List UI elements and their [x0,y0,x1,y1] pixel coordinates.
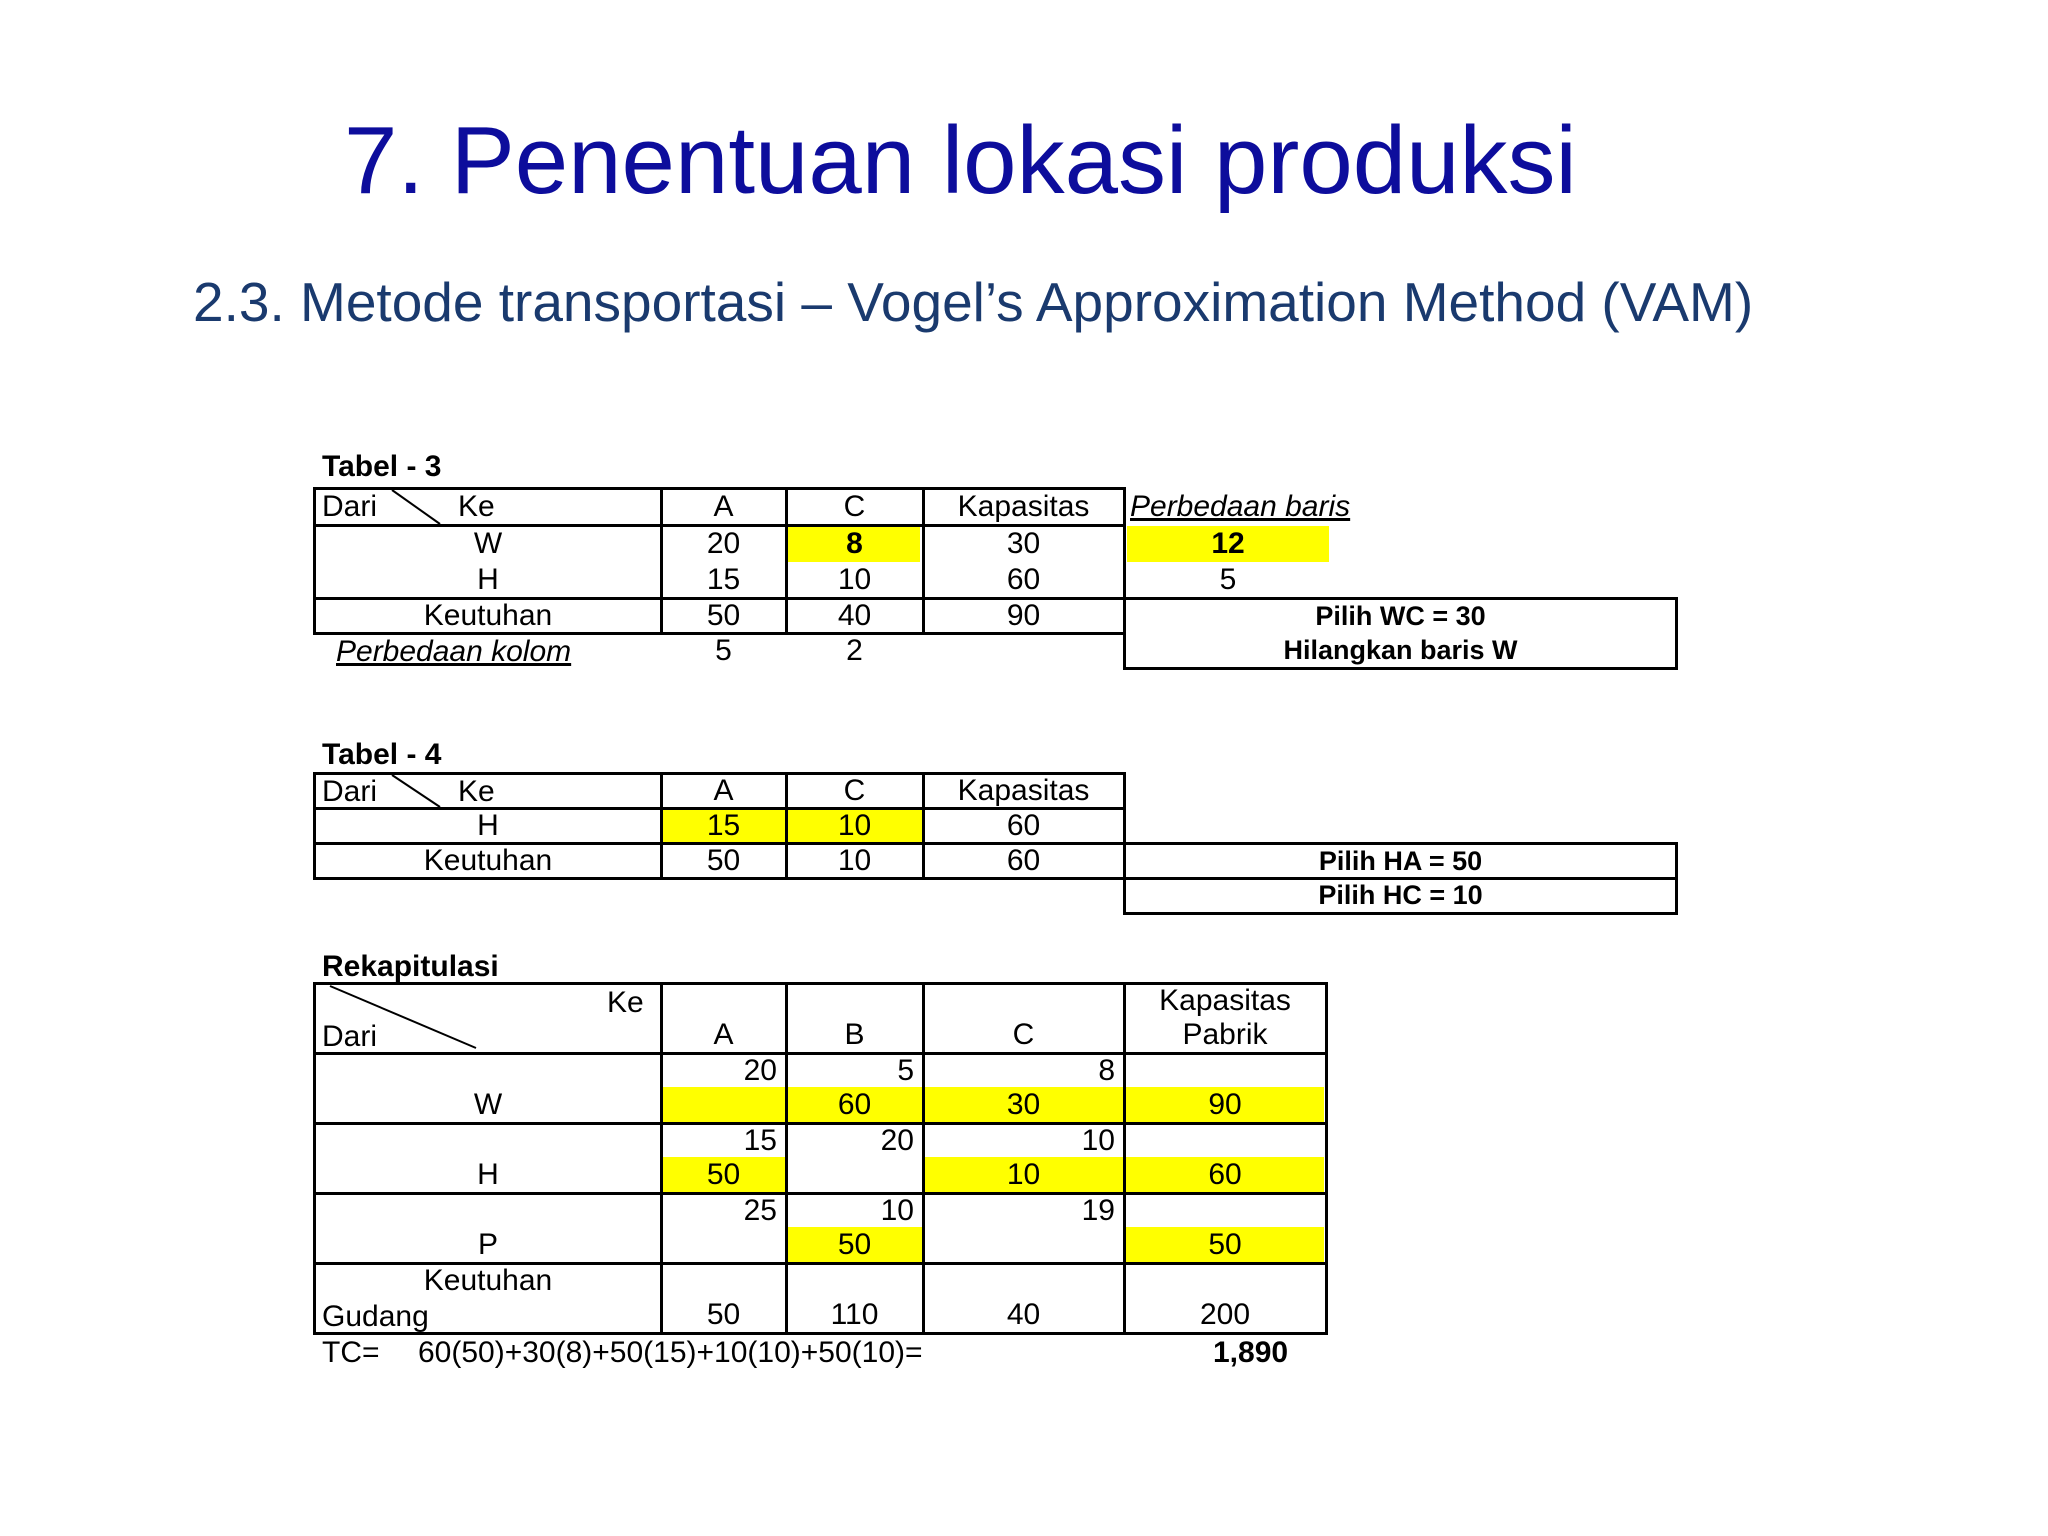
recap-row-p-alloc-a [662,1227,785,1262]
recap-row-w-label: W [473,1087,503,1121]
table3-header-col-c: C [843,489,866,523]
table3-demand-total: 90 [1006,598,1041,632]
table3-row-h-label: H [477,562,499,596]
table4-row-h-label: H [477,808,499,842]
table3-header-ke: Ke [458,490,495,523]
recap-row-h-cost-a: 15 [743,1123,777,1157]
recap-row-h-label: H [477,1157,499,1191]
table3-row-w-diff: 12 [1211,527,1245,560]
recap-row-w-cost-a: 20 [743,1053,777,1087]
recap-demand-total: 200 [1199,1298,1251,1331]
recap-demand-a: 50 [706,1298,741,1331]
recap-row-p-label: P [477,1227,498,1261]
table3-line [1123,667,1678,670]
table4-row-h-a: 15 [706,808,741,842]
table4-row-h-c: 10 [837,808,872,842]
table4-header-col-kapasitas: Kapasitas [957,773,1090,807]
table4-header-col-c: C [843,773,866,807]
table3-header-col-kapasitas: Kapasitas [957,489,1090,523]
table3-row-w-a: 20 [706,527,741,560]
table4-line [1123,912,1678,915]
recap-row-w-alloc-a [662,1087,785,1122]
table4-demand-total: 60 [1006,843,1041,877]
recap-row-p-capacity: 50 [1208,1227,1242,1261]
recap-row-p-cost-b: 10 [880,1193,914,1227]
recap-header-col-b: B [844,1018,865,1051]
table4-demand-a: 50 [706,843,741,877]
recap-header-capacity-line2: Pabrik [1182,1018,1268,1051]
table3-col-diff-c: 2 [846,634,863,667]
recap-demand-c: 40 [1006,1298,1041,1331]
table3-header-col-a: A [713,489,734,523]
table4-caption: Tabel - 4 [322,738,442,771]
table4-row-h-kapasitas: 60 [1006,808,1041,842]
table4-header-dari: Dari [322,775,378,808]
table3-row-h-a: 15 [706,562,741,596]
recap-header-col-c: C [1012,1018,1035,1051]
table3-line [1675,597,1678,670]
table4-line [1675,842,1678,915]
table4-header-ke: Ke [458,775,495,808]
table3-row-w-kapasitas: 30 [1006,527,1041,560]
recap-caption: Rekapitulasi [322,950,499,983]
recap-header-col-a: A [713,1018,734,1051]
recap-row-w-cost-c: 8 [1098,1053,1115,1087]
slide-title: 7. Penentuan lokasi produksi [344,107,1577,214]
table3-header-diagonal [392,490,442,526]
recap-row-h-alloc-b [787,1157,922,1192]
table4-header-diagonal [392,775,442,809]
recap-tc-value: 1,890 [1213,1336,1289,1369]
table3-row-w-label: W [473,527,503,560]
table4-demand-label: Keutuhan [423,843,553,877]
table3-note-line2: Hilangkan baris W [1283,634,1518,665]
recap-header-capacity-line1: Kapasitas [1159,984,1291,1017]
table3-header-row-diff: Perbedaan baris [1130,490,1351,523]
table4-header-col-a: A [713,773,734,807]
table3-row-h-diff: 5 [1219,562,1237,596]
recap-line [1325,982,1328,1335]
recap-row-h-alloc-c: 10 [1006,1157,1041,1191]
table3-col-diff-label: Perbedaan kolom [336,635,572,668]
recap-header-ke: Ke [607,986,644,1019]
table3-row-h-kapasitas: 60 [1006,562,1041,596]
table3-row-w-c: 8 [846,527,863,560]
recap-demand-b: 110 [830,1298,879,1331]
recap-row-p-cost-c: 19 [1081,1193,1115,1227]
table4-demand-c: 10 [837,843,872,877]
table3-demand-a: 50 [706,598,741,632]
recap-row-h-cost-c: 10 [1081,1123,1115,1157]
table3-demand-label: Keutuhan [423,598,553,632]
table3-caption: Tabel - 3 [322,450,442,483]
table3-demand-c: 40 [837,598,872,632]
slide-subtitle: 2.3. Metode transportasi – Vogel’s Approximation Method (VAM) [193,271,1754,333]
recap-line [313,1332,1328,1335]
table3-note-line1: Pilih WC = 30 [1315,601,1486,631]
table3-header-dari: Dari [322,490,378,523]
recap-row-w-cost-b: 5 [897,1053,914,1087]
recap-tc-label: TC= [322,1336,380,1369]
table3-col-diff-a: 5 [715,634,732,667]
table4-note-line2: Pilih HC = 10 [1318,880,1483,910]
table3-row-h-c: 10 [837,562,872,596]
recap-row-p-alloc-c [924,1227,1123,1262]
recap-row-p-cost-a: 25 [743,1193,777,1227]
recap-header-dari: Dari [322,1020,378,1053]
recap-row-w-alloc-c: 30 [1006,1087,1041,1121]
recap-row-h-cost-b: 20 [880,1123,914,1157]
table4-note-line1: Pilih HA = 50 [1318,846,1483,876]
recap-row-w-capacity: 90 [1208,1087,1242,1121]
recap-row-h-alloc-a: 50 [706,1157,741,1191]
recap-row-p-alloc-b: 50 [837,1227,872,1261]
recap-tc-formula: 60(50)+30(8)+50(15)+10(10)+50(10)= [418,1336,923,1369]
recap-demand-label-line1: Keutuhan [423,1264,553,1297]
recap-row-h-capacity: 60 [1208,1157,1242,1191]
recap-row-w-alloc-b: 60 [837,1087,872,1121]
recap-demand-label-line2: Gudang [322,1300,429,1333]
